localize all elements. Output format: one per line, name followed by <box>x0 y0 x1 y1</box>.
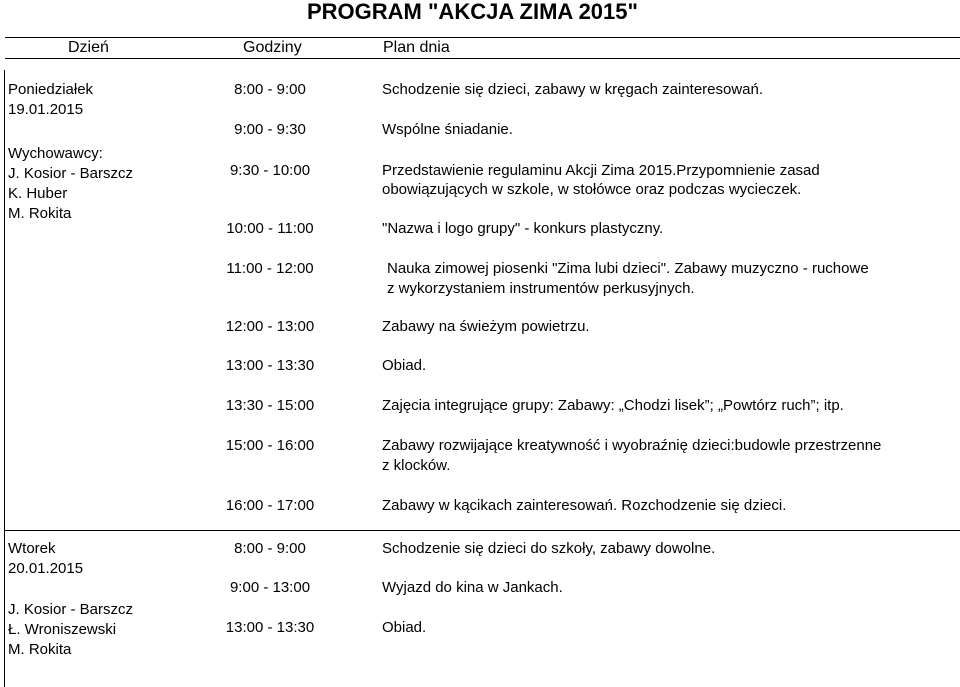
time-slot: 9:30 - 10:00 <box>229 162 311 179</box>
caretaker-name: J. Kosior - Barszcz <box>8 601 134 618</box>
time-slot: 8:00 - 9:00 <box>234 540 306 557</box>
day-separator <box>5 530 960 531</box>
activity: Zabawy w kącikach zainteresowań. Rozchodzenie się dzieci. <box>382 497 787 514</box>
caretaker-name: K. Huber <box>8 185 68 202</box>
header-day: Dzień <box>68 39 109 56</box>
activity: Schodzenie się dzieci, zabawy w kręgach zainteresowań. <box>382 81 764 98</box>
header-plan: Plan dnia <box>383 39 450 56</box>
activity: Obiad. <box>382 357 427 374</box>
day-name: Poniedziałek <box>8 81 94 98</box>
time-slot: 11:00 - 12:00 <box>226 260 314 277</box>
time-slot: 13:30 - 15:00 <box>225 397 315 414</box>
time-slot: 15:00 - 16:00 <box>225 437 315 454</box>
activity: Nauka zimowej piosenki "Zima lubi dzieci". Zabawy muzyczno - ruchowe <box>387 260 869 277</box>
table-left-border <box>4 70 5 687</box>
time-slot: 13:00 - 13:30 <box>225 619 315 636</box>
activity: Zabawy na świeżym powietrzu. <box>382 318 590 335</box>
day-date: 20.01.2015 <box>8 560 84 577</box>
activity: Przedstawienie regulaminu Akcji Zima 2015.Przypomnienie zasad <box>382 162 820 179</box>
time-slot: 9:00 - 9:30 <box>234 121 306 138</box>
time-slot: 10:00 - 11:00 <box>226 220 314 237</box>
time-slot: 16:00 - 17:00 <box>225 497 315 514</box>
time-slot: 13:00 - 13:30 <box>225 357 315 374</box>
caretaker-name: J. Kosior - Barszcz <box>8 165 134 182</box>
caretaker-name: M. Rokita <box>8 641 72 658</box>
header-hours: Godziny <box>243 39 302 56</box>
caretakers-label: Wychowawcy: <box>8 145 103 162</box>
caretaker-name: M. Rokita <box>8 205 72 222</box>
activity: "Nazwa i logo grupy" - konkurs plastyczny. <box>382 220 664 237</box>
activity: obowiązujących w szkole, w stołówce oraz podczas wycieczek. <box>382 181 802 198</box>
activity: Obiad. <box>382 619 427 636</box>
activity: Zajęcia integrujące grupy: Zabawy: „Chodzi lisek”; „Powtórz ruch”; itp. <box>382 397 844 414</box>
caretaker-name: Ł. Wroniszewski <box>8 621 117 638</box>
time-slot: 9:00 - 13:00 <box>229 579 311 596</box>
activity: z klocków. <box>382 457 451 474</box>
activity: Zabawy rozwijające kreatywność i wyobraźnię dzieci:budowle przestrzenne <box>382 437 882 454</box>
time-slot: 8:00 - 9:00 <box>234 81 306 98</box>
activity: Wspólne śniadanie. <box>382 121 513 138</box>
table-header <box>5 37 960 59</box>
day-date: 19.01.2015 <box>8 101 84 118</box>
activity: z wykorzystaniem instrumentów perkusyjnych. <box>387 280 695 297</box>
time-slot: 12:00 - 13:00 <box>225 318 315 335</box>
activity: Wyjazd do kina w Jankach. <box>382 579 563 596</box>
activity: Schodzenie się dzieci do szkoły, zabawy dowolne. <box>382 540 716 557</box>
page-title: PROGRAM "AKCJA ZIMA 2015" <box>307 0 638 24</box>
day-name: Wtorek <box>8 540 56 557</box>
